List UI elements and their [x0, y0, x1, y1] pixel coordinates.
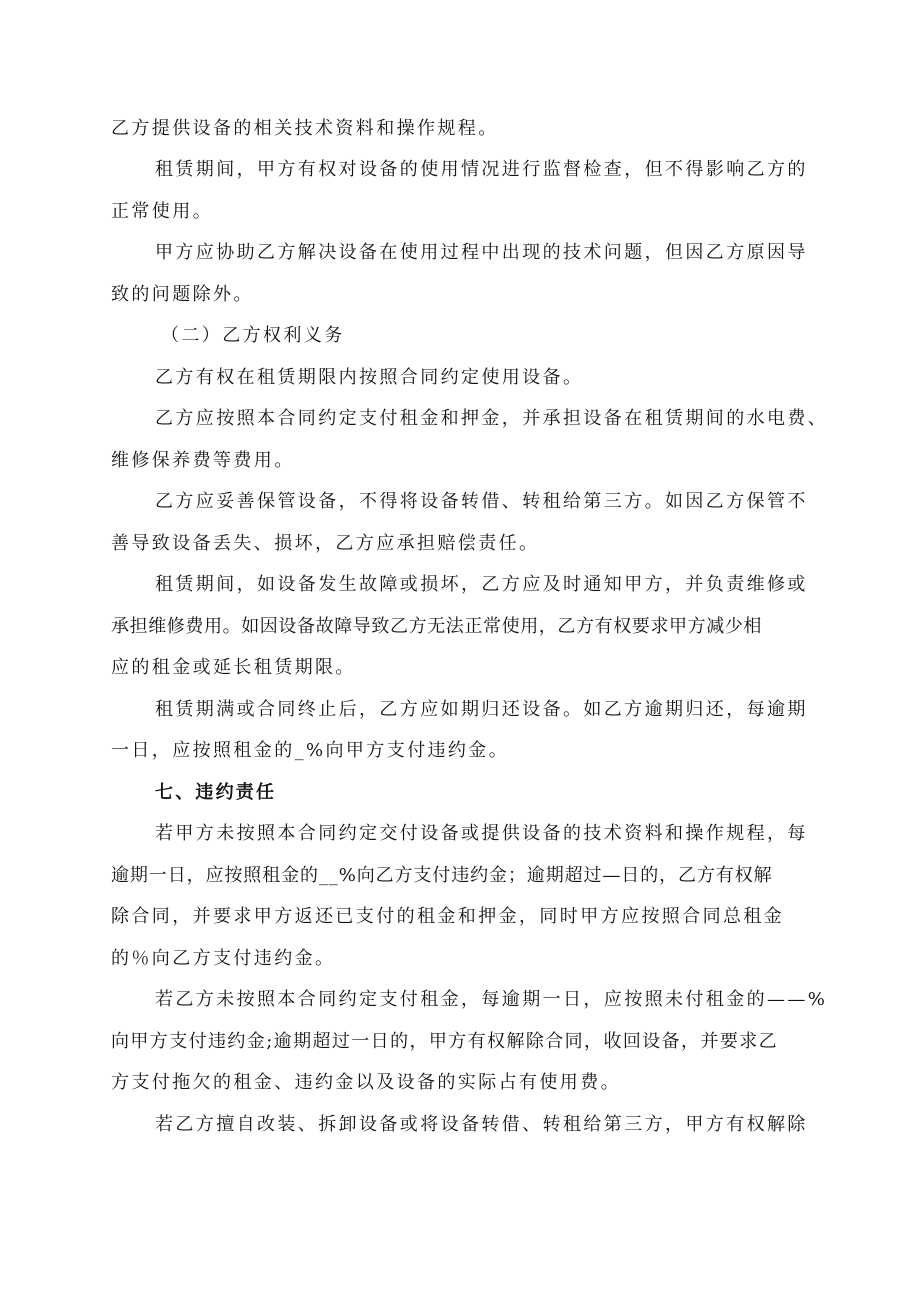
- text-line: 向甲方支付违约金;逾期超过一日的，甲方有权解除合同，收回设备，并要求乙: [111, 1031, 779, 1052]
- text-line: 应的租金或延长租赁期限。: [111, 657, 356, 678]
- paragraph-start-line: 乙方应妥善保管设备，不得将设备转借、转租给第三方。如因乙方保管不: [155, 491, 808, 512]
- text-line: 致的问题除外。: [111, 284, 254, 305]
- text-line: 正常使用。: [111, 201, 213, 222]
- text-line: 除合同，并要求甲方返还已支付的租金和押金，同时甲方应按照合同总租金: [111, 906, 785, 927]
- subsection-heading: （二）乙方权利义务: [161, 325, 345, 346]
- text-line: 逾期一日，应按照租金的__%向乙方支付违约金；逾期超过—日的，乙方有权解: [111, 865, 773, 886]
- paragraph-start-line: 租赁期满或合同终止后，乙方应如期归还设备。如乙方逾期归还，每逾期: [155, 699, 808, 720]
- text-line: 方支付拖欠的租金、违约金以及设备的实际占有使用费。: [111, 1072, 621, 1093]
- paragraph-start-line: 若乙方未按照本合同约定支付租金，每逾期一日，应按照未付租金的——%: [155, 989, 828, 1010]
- paragraph-start-line: 租赁期间，甲方有权对设备的使用情况进行监督检查，但不得影响乙方的: [155, 159, 808, 180]
- paragraph-start-line: 乙方应按照本合同约定支付租金和押金，并承担设备在租赁期间的水电费、: [155, 408, 829, 429]
- text-line: 维修保养费等费用。: [111, 450, 295, 471]
- paragraph-start-line: 乙方有权在租赁期限内按照合同约定使用设备。: [155, 367, 584, 388]
- paragraph-start-line: 租赁期间，如设备发生故障或损坏，乙方应及时通知甲方，并负责维修或: [155, 574, 808, 595]
- paragraph-start-line: 甲方应协助乙方解决设备在使用过程中出现的技术问题，但因乙方原因导: [155, 242, 808, 263]
- text-line: 的％向乙方支付违约金。: [111, 948, 336, 969]
- paragraph-start-line: 若甲方未按照本合同约定交付设备或提供设备的技术资料和操作规程，每: [155, 823, 808, 844]
- paragraph-start-line: 若乙方擅自改装、拆卸设备或将设备转借、转租给第三方，甲方有权解除: [155, 1114, 808, 1135]
- section-heading: 七、违约责任: [155, 782, 277, 803]
- text-line: 一日，应按照租金的_%向甲方支付违约金。: [111, 740, 510, 761]
- text-line: 承担维修费用。如因设备故障导致乙方无法正常使用，乙方有权要求甲方减少相: [111, 616, 762, 637]
- text-line: 乙方提供设备的相关技术资料和操作规程。: [111, 118, 499, 139]
- text-line: 善导致设备丢失、损坏，乙方应承担赔偿责任。: [111, 533, 540, 554]
